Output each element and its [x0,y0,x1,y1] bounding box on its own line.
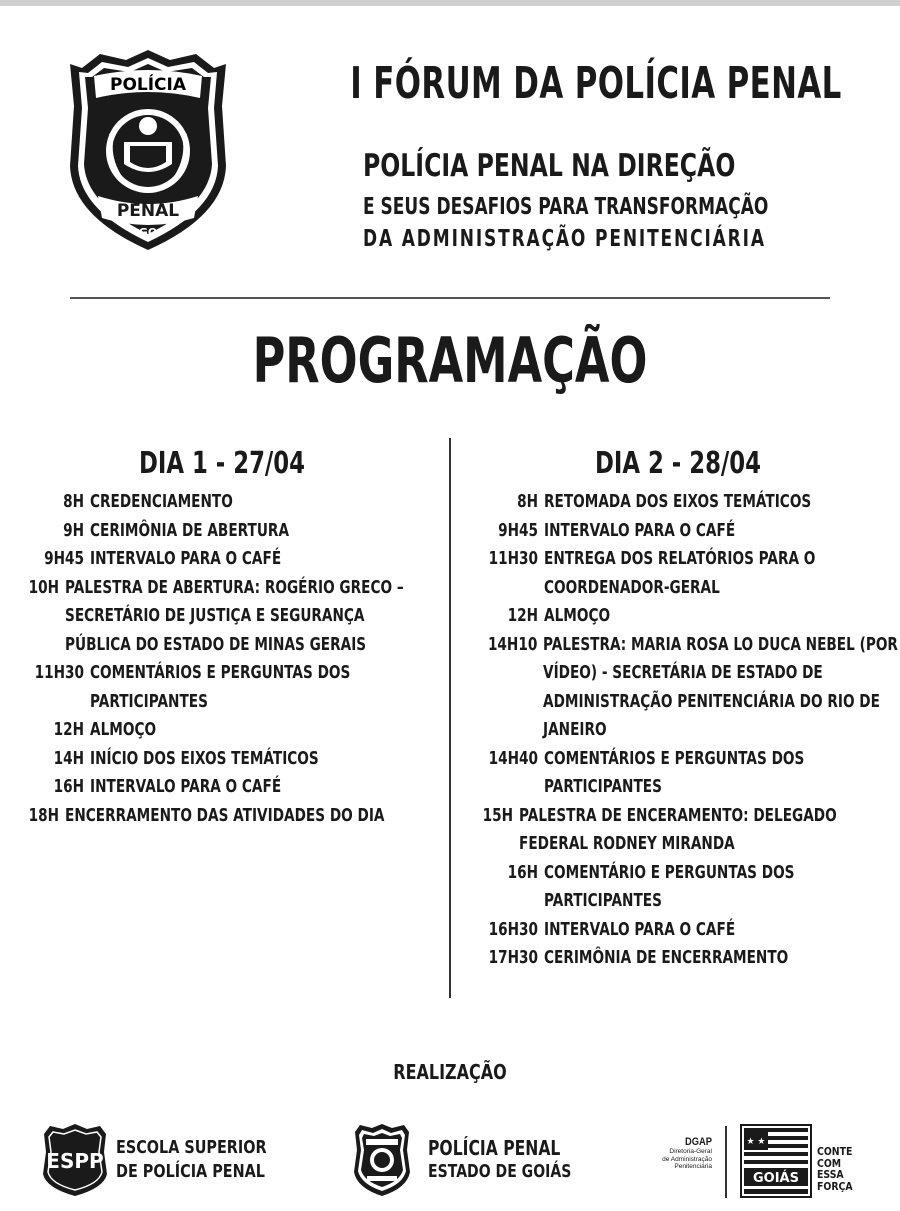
schedule-description [538,488,894,517]
schedule-time: 9H45 [44,549,84,569]
schedule-description-line: ALMOÇO [544,606,611,626]
schedule-description [84,745,440,774]
subtitle-line-2: E SEUS DESAFIOS PARA TRANSFORMAÇÃO [363,194,769,220]
schedule-row [474,602,894,631]
footer-separator [725,1126,727,1198]
schedule-description-line: ALMOÇO [90,720,157,740]
ppgo-line-1: POLÍCIA PENAL [428,1136,561,1160]
schedule-time: 9H [63,520,84,541]
schedule-description-line: PALESTRA DE ENCERAMENTO: DELEGADO [519,805,837,826]
dgap-sub-2: de Administração [662,1155,712,1163]
schedule-description-line: INTERVALO PARA O CAFÉ [90,777,282,797]
day2-header: DIA 2 - 28/04 [595,446,761,481]
dgap-name: DGAP [684,1136,712,1148]
schedule-row [20,659,440,716]
schedule-description-line: INTERVALO PARA O CAFÉ [90,549,282,569]
schedule-time: 14H40 [488,748,538,769]
schedule-description-line: PARTICIPANTES [544,777,662,797]
realizacao-label: REALIZAÇÃO [393,1060,507,1084]
schedule-description-line: CERIMÔNIA DE ENCERRAMENTO [544,948,789,968]
schedule-description [537,631,900,745]
badge-top-text: POLÍCIA [109,75,187,95]
schedule-description-line: PALESTRA: MARIA ROSA LO DUCA NEBEL (POR [543,634,899,655]
schedule-description [84,716,440,745]
schedule-description [538,602,894,631]
schedule-description-line: INTERVALO PARA O CAFÉ [544,520,736,541]
subtitle-line-1: POLÍCIA PENAL NA DIREÇÃO [363,148,736,184]
espp-line-2: DE POLÍCIA PENAL [116,1161,265,1182]
schedule-row [20,545,440,574]
schedule-row [474,802,894,859]
schedule-description-line: PARTICIPANTES [544,891,662,911]
ppgo-line-2: ESTADO DE GOIÁS [428,1161,572,1182]
schedule-row [474,859,894,916]
column-divider [449,438,451,998]
schedule-description [84,659,440,716]
schedule-time: 8H [63,492,84,512]
schedule-description [538,859,894,916]
schedule-description-line: PÚBLICA DO ESTADO DE MINAS GERAIS [65,634,367,655]
day2-schedule [474,488,899,973]
schedule-description [538,916,894,945]
policia-penal-go-logo [352,1122,412,1198]
day1-schedule [20,488,440,830]
schedule-time: 8H [517,492,538,512]
schedule-description-line: CERIMÔNIA DE ABERTURA [90,520,290,541]
espp-line-1: ESCOLA SUPERIOR [116,1137,267,1158]
goias-slogan [817,1146,853,1192]
schedule-time: 16H30 [488,919,538,940]
schedule-time: 11H30 [488,549,538,569]
schedule-description [59,802,475,831]
espp-name [116,1136,267,1184]
schedule-description-line: COMENTÁRIOS E PERGUNTAS DOS [544,748,805,769]
schedule-description [538,545,894,602]
espp-logo-text: ESPP [46,1149,104,1173]
schedule-time: 18H [28,805,59,826]
schedule-description-line: ENTREGA DOS RELATÓRIOS PARA O [544,549,816,569]
schedule-time: 17H30 [488,948,538,968]
schedule-description-line: COMENTÁRIOS E PERGUNTAS DOS [90,663,351,683]
schedule-row [20,745,440,774]
schedule-description [538,745,894,802]
schedule-row [20,773,440,802]
schedule-description-line: VÍDEO) - SECRETÁRIA DE ESTADO DE [543,663,824,683]
schedule-row [474,944,894,973]
schedule-description-line: SECRETÁRIO DE JUSTIÇA E SEGURANÇA [65,606,365,626]
schedule-row [20,574,440,660]
schedule-time: 10H [28,577,59,598]
schedule-time: 11H30 [34,663,84,683]
forum-title: I FÓRUM DA POLÍCIA PENAL [350,58,842,109]
goias-logo-text: GOIÁS [753,1171,799,1186]
schedule-description [84,545,440,574]
dgap-sub-3: Penitenciária [674,1163,712,1170]
schedule-time: 9H45 [498,520,538,541]
schedule-row [20,802,440,831]
horizontal-divider [70,297,830,299]
schedule-description-line: PARTICIPANTES [90,691,208,712]
schedule-description-line: CREDENCIAMENTO [90,492,233,512]
ppgo-name [428,1136,571,1184]
schedule-row [20,517,440,546]
schedule-row [474,545,894,602]
dgap-sub-1: Diretoria-Geral [669,1148,712,1155]
schedule-description-line: ADMINISTRAÇÃO PENITENCIÁRIA DO RIO DE [543,691,881,712]
slogan-line-1: CONTE [817,1145,853,1158]
schedule-time: 14H [53,748,84,769]
schedule-description [538,944,894,973]
schedule-row [20,716,440,745]
schedule-row [474,488,894,517]
schedule-time: 16H [53,777,84,797]
goias-logo [740,1124,812,1200]
schedule-time: 12H [507,606,538,626]
schedule-description-line: PALESTRA DE ABERTURA: ROGÉRIO GRECO – [65,577,404,598]
schedule-description [59,574,499,660]
schedule-description-line: INTERVALO PARA O CAFÉ [544,919,736,940]
slogan-line-3: ESSA [817,1168,844,1181]
schedule-description-line: COORDENADOR-GERAL [544,577,720,598]
schedule-description-line: FEDERAL RODNEY MIRANDA [519,834,735,854]
schedule-description [513,802,900,859]
schedule-time: 14H10 [487,634,538,655]
schedule-description-line: ENCERRAMENTO DAS ATIVIDADES DO DIA [65,805,385,826]
schedule-row [474,517,894,546]
schedule-row [474,745,894,802]
slogan-line-2: COM [817,1156,842,1170]
subtitle-line-3: DA ADMINISTRAÇÃO PENITENCIÁRIA [363,226,766,252]
schedule-description-line: INÍCIO DOS EIXOS TEMÁTICOS [90,748,319,769]
program-title: PROGRAMAÇÃO [252,324,648,397]
schedule-description [538,517,894,546]
schedule-description-line: JANEIRO [543,720,607,740]
schedule-row [20,488,440,517]
schedule-description-line: COMENTÁRIO E PERGUNTAS DOS [544,862,795,883]
schedule-row [474,916,894,945]
badge-bottom-text: PENAL [116,201,180,221]
schedule-time: 16H [507,862,538,883]
schedule-description [84,773,440,802]
schedule-description [84,517,440,546]
day1-header: DIA 1 - 27/04 [139,446,305,481]
policia-penal-badge-logo [66,46,230,254]
svg-text:★ ★: ★ ★ [746,1137,766,1147]
schedule-time: 15H [482,805,513,826]
schedule-row [474,631,899,745]
espp-logo [40,1122,110,1198]
schedule-time: 12H [53,720,84,740]
schedule-description [84,488,440,517]
slogan-line-4: FORÇA [817,1179,853,1193]
schedule-description-line: RETOMADA DOS EIXOS TEMÁTICOS [544,492,812,512]
dgap-logo [646,1136,712,1171]
badge-state-text: GO [138,226,158,239]
